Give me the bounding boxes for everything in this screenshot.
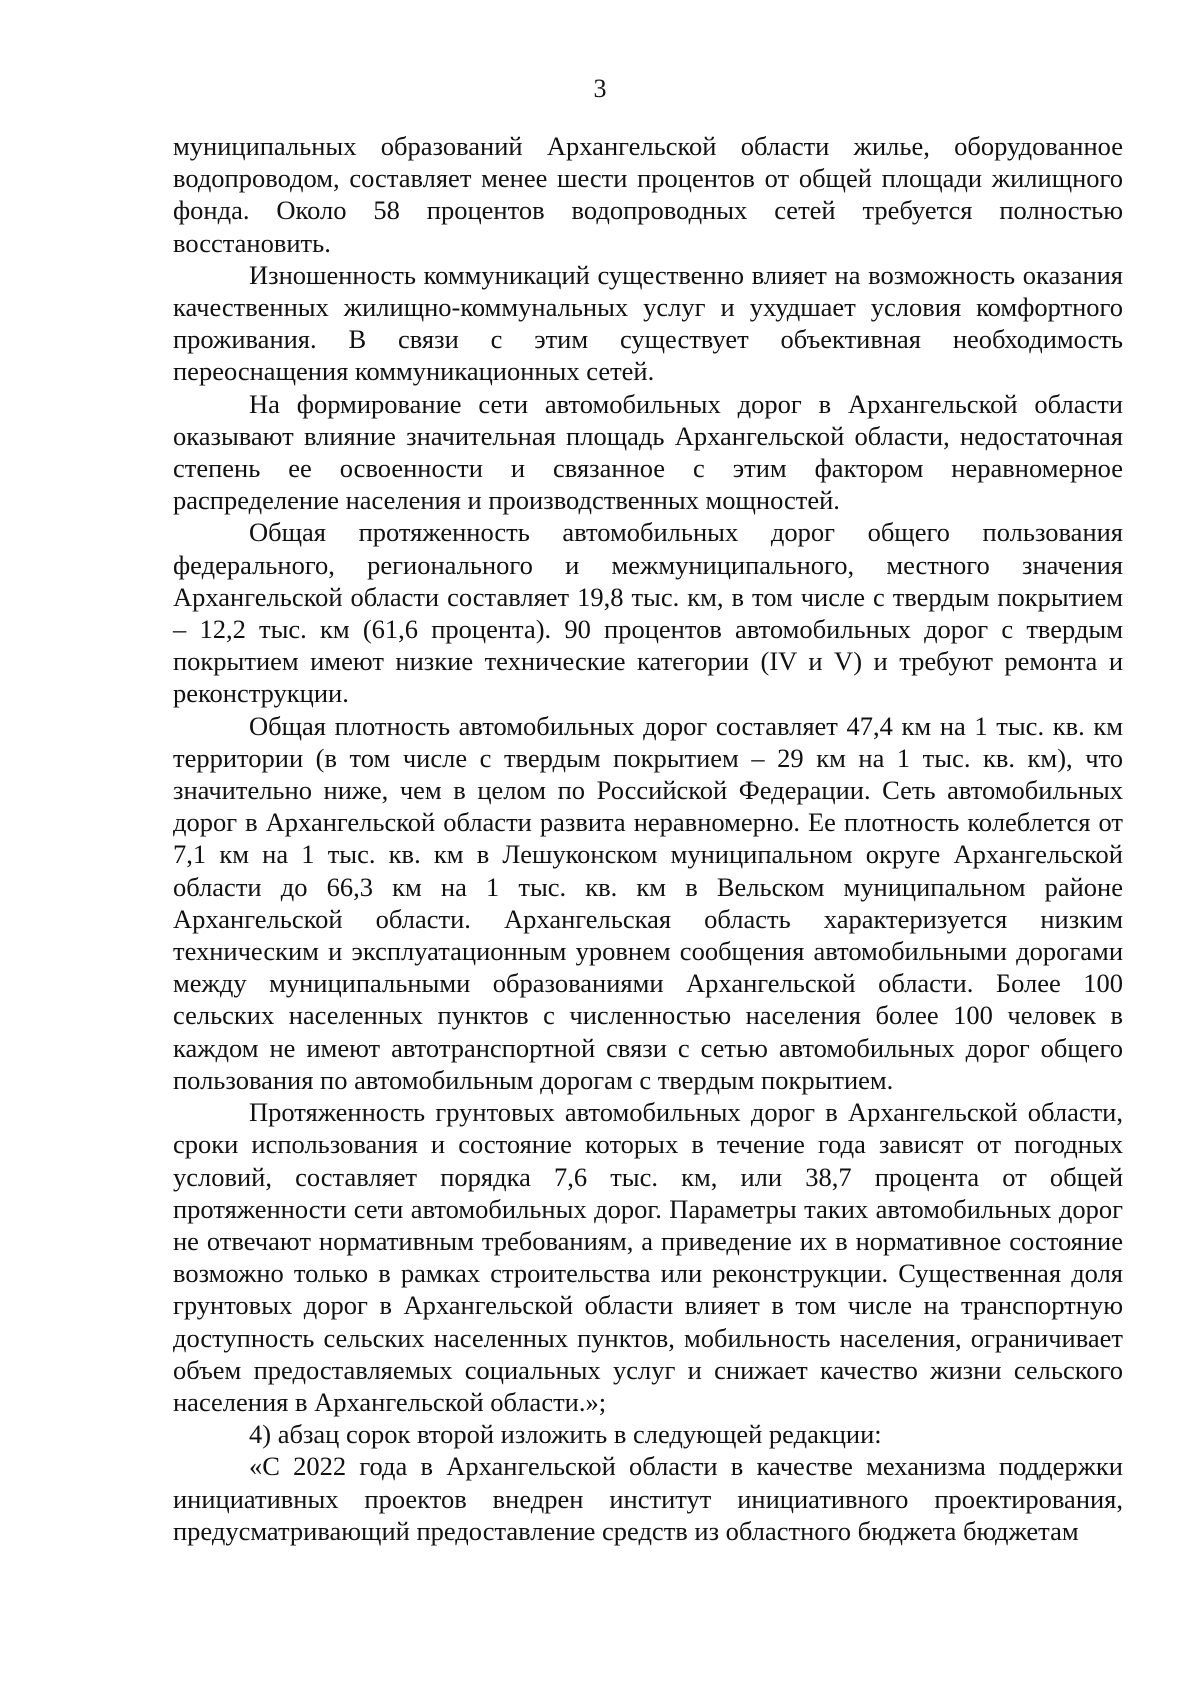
- paragraph: «С 2022 года в Архангельской области в качестве механизма поддержки инициативных проектов внедрен институт инициативного проектирования, предусматривающий предоставление средств из областного бюджета бюджетам: [173, 1451, 1123, 1546]
- page-number: 3: [593, 74, 607, 103]
- paragraph: Изношенность коммуникаций существенно влияет на возможность оказания качественных жилищно-коммунальных услуг и ухудшает условия комфортного проживания. В связи с этим существует объективная необходимость переоснащения коммуникационных сетей.: [173, 259, 1123, 387]
- paragraph: На формирование сети автомобильных дорог в Архангельской области оказывают влияние значительная площадь Архангельской области, недостаточная степень ее освоенности и связанное с этим фактором неравномерное распределение населения и производственных мощностей.: [173, 388, 1123, 516]
- paragraph: Протяженность грунтовых автомобильных дорог в Архангельской области, сроки использования и состояние которых в течение года зависят от погодных условий, составляет порядка 7,6 тыс. км, или 38,7 процента от общей протяженности сети автомобильных дорог. Параметры таких автомобильных дорог не отвечают нормативным требованиям, а приведение их в нормативное состояние возможно только в рамках строительства или реконструкции. Существенная доля грунтовых дорог в Архангельской области влияет в том числе на транспортную доступность сельских населенных пунктов, мобильность населения, ограничивает объем предоставляемых социальных услуг и снижает качество жизни сельского населения в Архангельской области.»;: [173, 1097, 1123, 1417]
- paragraph: муниципальных образований Архангельской области жилье, оборудованное водопроводом, составляет менее шести процентов от общей площади жилищного фонда. Около 58 процентов водопроводных сетей требуется полностью восстановить.: [173, 131, 1123, 258]
- paragraph: Общая плотность автомобильных дорог составляет 47,4 км на 1 тыс. кв. км территории (в том числе с твердым покрытием – 29 км на 1 тыс. кв. км), что значительно ниже, чем в целом по Российской Федерации. Сеть автомобильных дорог в Архангельской области развита неравномерно. Ее плотность колеблется от 7,1 км на 1 тыс. кв. км в Лешуконском муниципальном округе Архангельской области до 66,3 км на 1 тыс. кв. км в Вельском муниципальном районе Архангельской области. Архангельская область характеризуется низким техническим и эксплуатационным уровнем сообщения автомобильными дорогами между муниципальными образованиями Архангельской области. Более 100 сельских населенных пунктов с численностью населения более 100 человек в каждом не имеют автотранспортной связи с сетью автомобильных дорог общего пользования по автомобильным дорогам с твердым покрытием.: [173, 710, 1123, 1095]
- paragraph: Общая протяженность автомобильных дорог общего пользования федерального, регионального и межмуниципального, местного значения Архангельской области составляет 19,8 тыс. км, в том числе с твердым покрытием – 12,2 тыс. км (61,6 процента). 90 процентов автомобильных дорог с твердым покрытием имеют низкие технические категории (IV и V) и требуют ремонта и реконструкции.: [173, 517, 1123, 709]
- document-body: [173, 130, 1123, 1547]
- amendment-item: 4) абзац сорок второй изложить в следующей редакции:: [249, 1419, 882, 1450]
